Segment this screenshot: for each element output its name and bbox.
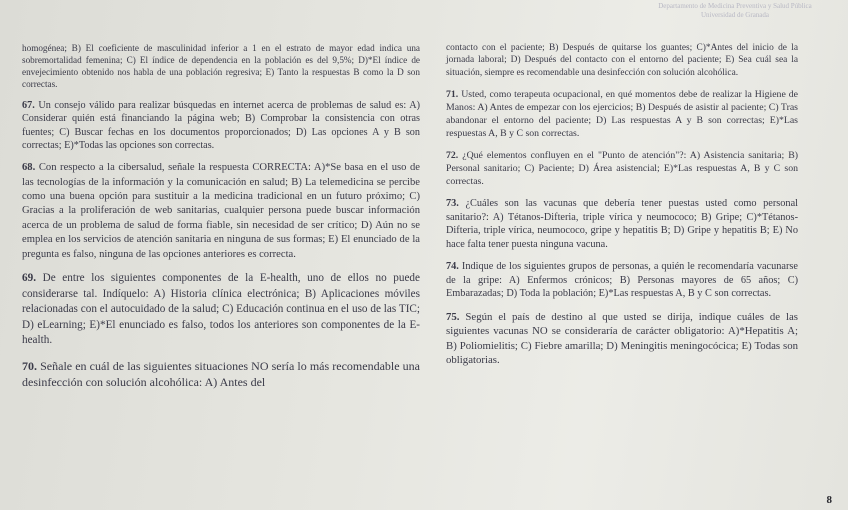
question-70 xyxy=(22,358,420,391)
question-74 xyxy=(446,260,798,301)
question-text: Usted, como terapeuta ocupacional, en qué momentos debe de realizar la Higiene de Manos: A) Antes de empezar con los ejercicios; B) Después de asistir al paciente; C) Tras abandonar el entorno del paciente; D) Las respuestas A y B son correctas; E)*Las respuestas A, B y C son correctas. xyxy=(446,89,798,140)
question-text: Según el país de destino al que usted se dirija, indique cuáles de las siguientes vacunas NO se consideraría de carácter obligatorio: A)*Hepatitis A; B) Poliomielitis; C) Fiebre amarilla; D) Meningitis meningocócica; E) Todas son obligatorias. xyxy=(446,310,799,366)
question-text: Con respecto a la cibersalud, señale la respuesta CORRECTA: A)*Se basa en el uso de las tecnologías de la información y la comunicación en salud; B) La telemedicina se percibe como una buena opción para sustituir a la medicina tradicional en un futuro próximo; C) Gracias a la proliferación de web sanitarias, cualquier persona puede buscar información acerca de un problema de salud de forma fiable, sin necesidad de ser crítico; D) Aún no se emplea en los servicios de atención sanitaria en ninguna de sus formas; E) El enunciado de la pregunta es falso, ninguna de las opciones anteriores es correcta. xyxy=(22,162,420,260)
question-number: 67. xyxy=(22,100,35,111)
question-67 xyxy=(22,99,420,152)
right-column xyxy=(446,42,798,376)
header-department: Departamento de Medicina Preventiva y Salud Pública xyxy=(658,2,812,10)
question-75 xyxy=(446,310,798,368)
question-number: 68. xyxy=(22,162,36,174)
question-70-continuation xyxy=(446,42,798,79)
question-66-continuation xyxy=(22,42,420,90)
question-number: 75. xyxy=(446,310,460,323)
question-text: De entre los siguientes componentes de la E-health, uno de ellos no puede considerarse tal. Indíquelo: A) Historia clínica electrónica; B) Aplicaciones móviles relacionadas con el autocuidado de la salud; C) Educación continua en el uso de las TIC; D) eLearning; E)*El enunciado es falso, todos los anteriores son componentes de la E-health. xyxy=(22,272,420,347)
question-number: 71. xyxy=(446,89,459,101)
question-number: 70. xyxy=(22,358,37,373)
page-header xyxy=(640,2,830,20)
question-73 xyxy=(446,197,798,251)
question-text: ¿Cuáles son las vacunas que debería tener puestas usted como personal sanitario?: A) Tétanos-Difteria, triple vírica y neumococo; B) Gripe; C)*Tétanos-Difteria, triple vírica, neumococo, gripe y hepatitis B; D) Gripe y hepatitis B; E) No hace falta tener puesta ninguna vacuna. xyxy=(446,198,799,250)
question-text: ¿Qué elementos confluyen en el "Punto de atención"?: A) Asistencia sanitaria; B) Personal sanitario; C) Paciente; D) Área asistencial; E)*Las respuestas A, B y C son correctas. xyxy=(446,150,798,188)
question-number: 72. xyxy=(446,150,459,162)
question-69 xyxy=(22,271,420,349)
question-text: homogénea; B) El coeficiente de masculinidad inferior a 1 en el estrato de mayor edad indica una sobremortalidad femenina; C) El índice de dependencia en la población es del 9,5%; D)*El índice de envejecimiento obtenido nos habla de una población regresiva; E) Tanto la respuestas B como la D son correctas. xyxy=(22,43,420,89)
page-number: 8 xyxy=(826,494,832,506)
question-text: Indique de los siguientes grupos de personas, a quién le recomendaría vacunarse de la gripe: A) Enfermos crónicos; B) Personas mayores de 65 años; C) Embarazadas; D) Toda la población; E)*Las respuestas A, B y C son correctas. xyxy=(446,261,798,300)
question-number: 74. xyxy=(446,261,459,273)
question-text: contacto con el paciente; B) Después de quitarse los guantes; C)*Antes del inicio de la jornada laboral; D) Después del contacto con el entorno del paciente; E) Sea cuál sea la situación, siempre es recomendable una desinfección con solución alcohólica. xyxy=(446,43,798,78)
question-number: 69. xyxy=(22,272,36,285)
question-text: Un consejo válido para realizar búsquedas en internet acerca de problemas de salud es: A) Considerar quién está financiando la página web; B) Comprobar la consistencia con otras fuentes; C) Buscar fechas en los documentos proporcionados; D) Las opciones A y B son correctas; E)*Todas las opciones son correctas. xyxy=(22,100,420,151)
question-number: 73. xyxy=(446,198,459,210)
question-71 xyxy=(446,88,798,140)
question-text: Señale en cuál de las siguientes situaciones NO sería lo más recomendable una desinfección con solución alcohólica: A) Antes del xyxy=(22,358,421,390)
header-university: Universidad de Granada xyxy=(700,11,770,19)
question-72 xyxy=(446,149,798,188)
question-68 xyxy=(22,161,420,262)
left-column xyxy=(22,42,420,400)
